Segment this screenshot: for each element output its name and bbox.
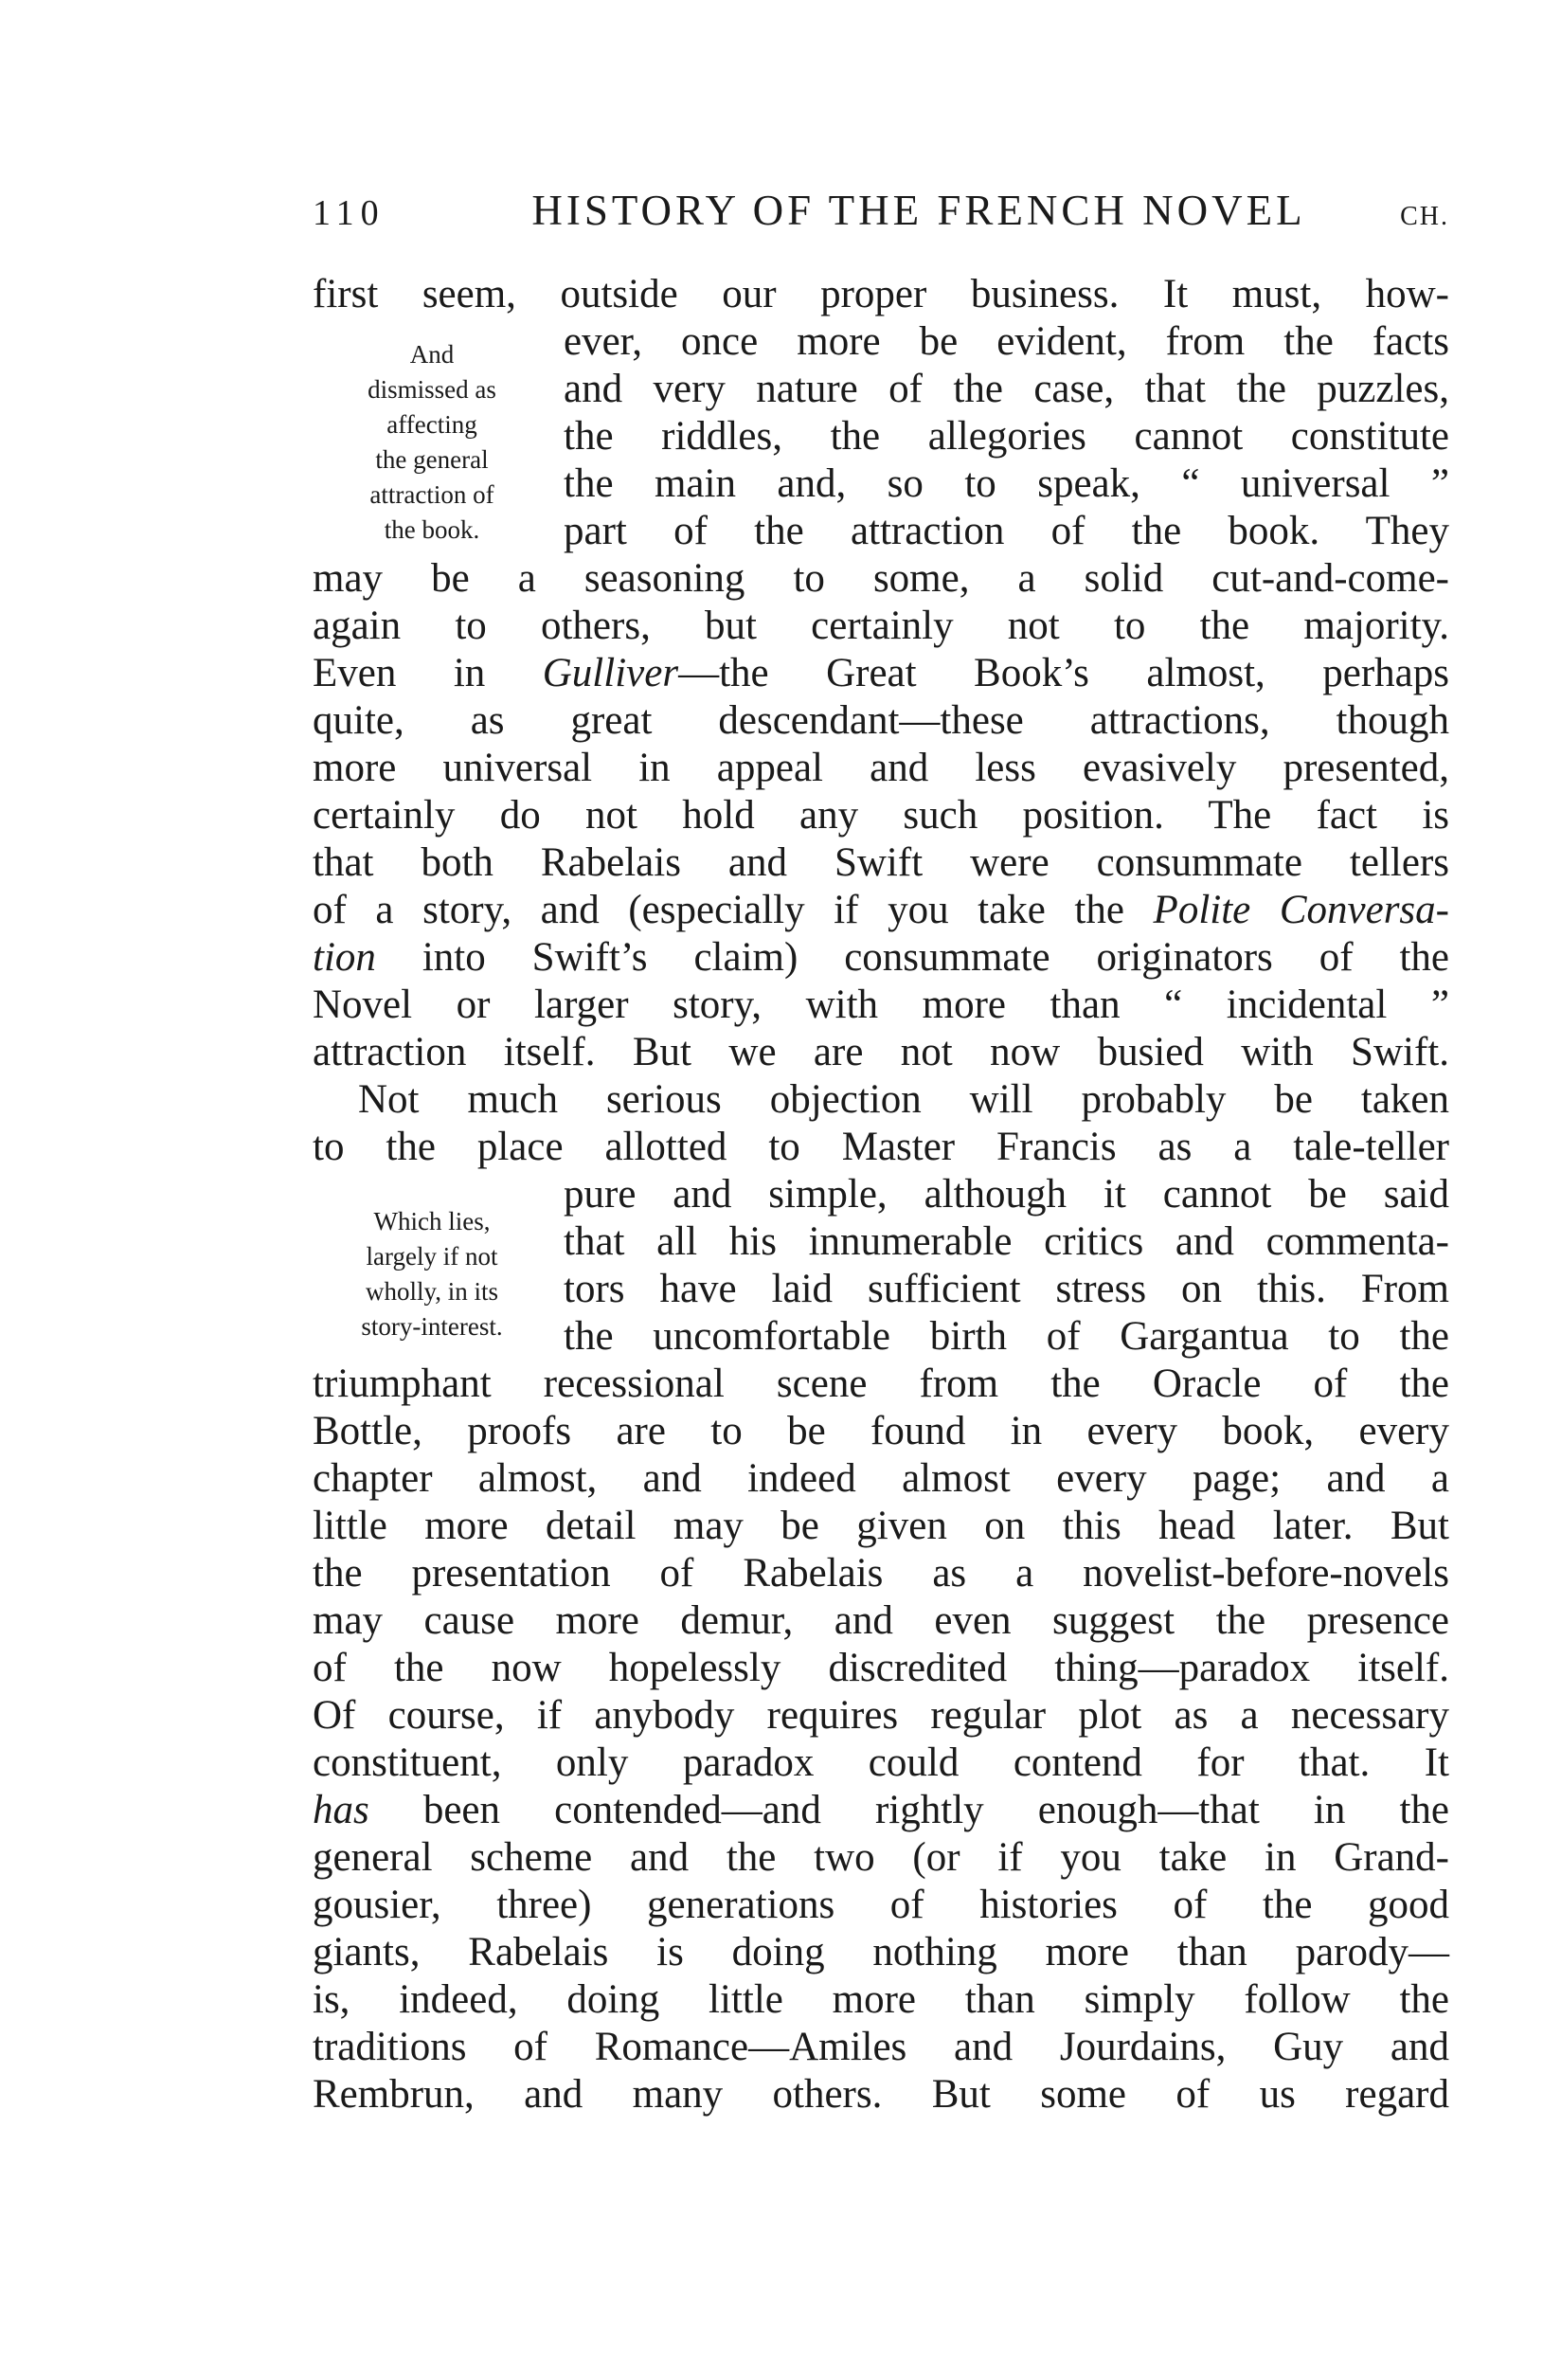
body-text [313, 271, 1449, 2119]
text-line: to the place allotted to Master Francis as a tale-teller [313, 1125, 1449, 1169]
text-line: ever, once more be evident, from the facts [564, 319, 1449, 364]
sidenote-line: the general [375, 445, 489, 474]
text-line: may cause more demur, and even suggest the presence [313, 1598, 1449, 1643]
sidenote-line: wholly, in its [365, 1277, 498, 1306]
text-line: more universal in appeal and less evasively presented, [313, 746, 1449, 790]
text-line: the presentation of Rabelais as a novelist-before-novels [313, 1551, 1449, 1596]
text-line: Not much serious objection will probably be taken [358, 1077, 1449, 1122]
text-line: gousier, three) generations of histories of the good [313, 1883, 1449, 1927]
text-line: has been contended—and rightly enough—that in the [313, 1788, 1449, 1832]
text-line: certainly do not hold any such position. The fact is [313, 793, 1449, 838]
text-line: quite, as great descendant—these attractions, though [313, 698, 1449, 743]
text-line: that all his innumerable critics and commenta- [564, 1219, 1449, 1264]
sidenote-line: story-interest. [361, 1312, 503, 1341]
text-line: Novel or larger story, with more than “ incidental ” [313, 983, 1449, 1027]
running-header [313, 186, 1449, 235]
text-line: the main and, so to speak, “ universal ” [564, 461, 1449, 506]
text-line: of the now hopelessly discredited thing—paradox itself. [313, 1646, 1449, 1690]
text-line: tors have laid sufficient stress on this. From [564, 1267, 1449, 1311]
text-line: Rembrun, and many others. But some of us regard [313, 2072, 1449, 2117]
sidenote-dismissed-as-affecting [313, 337, 551, 548]
text-line: Bottle, proofs are to be found in every book, every [313, 1409, 1449, 1453]
text-line: may be a seasoning to some, a solid cut-and-come- [313, 556, 1449, 601]
sidenote-line: the book. [384, 515, 480, 544]
text-line: first seem, outside our proper business. It must, how- [313, 272, 1449, 316]
text-line: part of the attraction of the book. They [564, 509, 1449, 553]
text-line: the uncomfortable birth of Gargantua to the [564, 1314, 1449, 1359]
text-line: the riddles, the allegories cannot constitute [564, 414, 1449, 459]
text-line: tion into Swift’s claim) consummate originators of the [313, 935, 1449, 980]
text-line: Of course, if anybody requires regular plot as a necessary [313, 1693, 1449, 1738]
sidenote-line: And [409, 340, 455, 369]
chapter-ref: CH. [1400, 202, 1449, 231]
text-line: pure and simple, although it cannot be said [564, 1172, 1449, 1217]
text-line: traditions of Romance—Amiles and Jourdains, Guy and [313, 2025, 1449, 2069]
sidenote-which-lies [313, 1204, 551, 1344]
text-line: again to others, but certainly not to the majority. [313, 604, 1449, 648]
text-line: attraction itself. But we are not now busied with Swift. [313, 1030, 1449, 1074]
sidenote-line: attraction of [369, 480, 494, 509]
sidenote-line: dismissed as [368, 375, 496, 404]
page-number: 110 [313, 193, 386, 233]
sidenote-line: largely if not [366, 1242, 498, 1271]
text-line: giants, Rabelais is doing nothing more than parody— [313, 1930, 1449, 1974]
text-line: that both Rabelais and Swift were consummate tellers [313, 840, 1449, 885]
text-line: little more detail may be given on this head later. But [313, 1504, 1449, 1548]
text-line: is, indeed, doing little more than simply follow the [313, 1977, 1449, 2022]
sidenote-line: Which lies, [373, 1207, 491, 1235]
sidenote-line: affecting [386, 410, 477, 439]
text-line: chapter almost, and indeed almost every page; and a [313, 1456, 1449, 1501]
text-line: triumphant recessional scene from the Oracle of the [313, 1361, 1449, 1406]
text-line: general scheme and the two (or if you take in Grand- [313, 1835, 1449, 1880]
text-line: of a story, and (especially if you take the Polite Conversa- [313, 888, 1449, 932]
text-line: and very nature of the case, that the puzzles, [564, 367, 1449, 411]
text-line: constituent, only paradox could contend for that. It [313, 1740, 1449, 1785]
text-line: Even in Gulliver—the Great Book’s almost, perhaps [313, 651, 1449, 695]
header-title: HISTORY OF THE FRENCH NOVEL [531, 187, 1306, 234]
